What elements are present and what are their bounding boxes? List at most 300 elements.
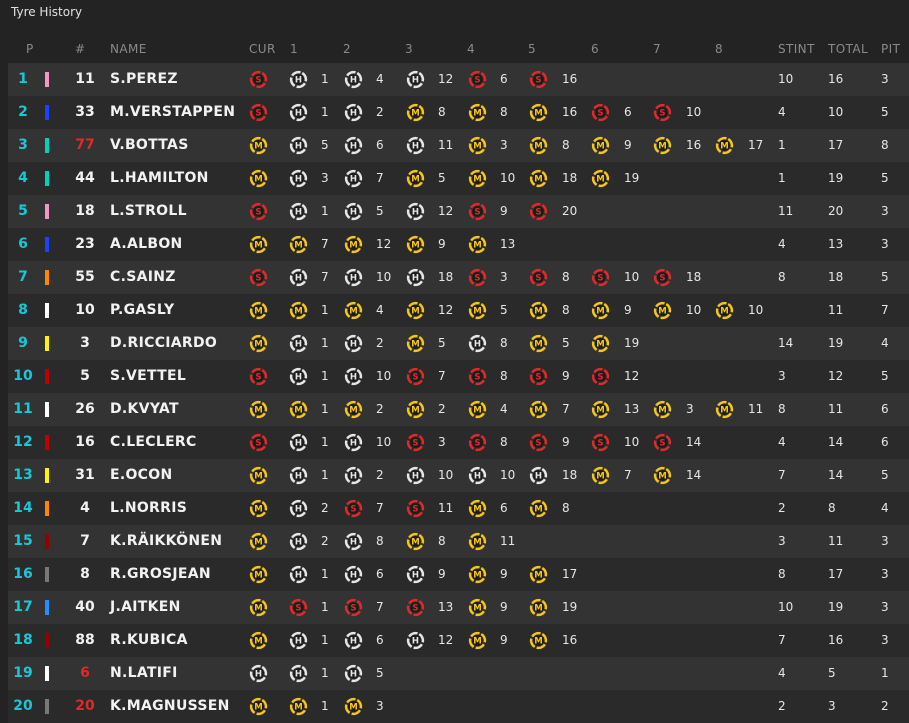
stint-lap: 14 (686, 468, 702, 482)
stint-lap: 6 (376, 633, 384, 647)
svg-text:S: S (255, 207, 262, 218)
medium-tyre-icon (406, 169, 425, 188)
stint-lap: 14 (686, 435, 702, 449)
stint-lap: 2 (376, 336, 384, 350)
svg-text:M: M (254, 603, 263, 614)
stint-lap: 16 (686, 138, 702, 152)
svg-text:M: M (473, 405, 482, 416)
hard-tyre-icon (406, 268, 425, 287)
svg-text:H: H (411, 570, 420, 581)
svg-text:M: M (534, 636, 543, 647)
table-row[interactable] (8, 624, 909, 657)
team-color-bar (45, 534, 49, 549)
position-cell: 19 (13, 665, 33, 681)
team-color-bar (45, 105, 49, 120)
stint-lap: 8 (562, 270, 570, 284)
position-cell: 10 (13, 368, 33, 384)
position-cell: 7 (18, 269, 28, 285)
total-laps: 19 (828, 336, 844, 350)
stint-lap: 8 (500, 435, 508, 449)
current-medium-tyre-icon (249, 136, 268, 155)
table-row[interactable] (8, 327, 909, 360)
table-row[interactable] (8, 96, 909, 129)
position-cell: 8 (18, 302, 28, 318)
stint-lap: 8 (438, 534, 446, 548)
soft-tyre-icon (591, 268, 610, 287)
stint-laps: 10 (778, 72, 794, 86)
driver-name: D.KVYAT (110, 401, 179, 417)
svg-text:M: M (473, 240, 482, 251)
stint-laps: 4 (778, 105, 786, 119)
team-color-bar (45, 270, 49, 285)
stint-lap: 4 (376, 72, 384, 86)
medium-tyre-icon (468, 169, 487, 188)
svg-text:S: S (474, 273, 481, 284)
pit-count: 5 (881, 171, 889, 185)
hard-tyre-icon (289, 70, 308, 89)
position-cell: 4 (18, 170, 28, 186)
driver-name: L.STROLL (110, 203, 187, 219)
stint-lap: 11 (438, 501, 454, 515)
stint-lap: 16 (562, 633, 578, 647)
hard-tyre-icon (344, 334, 363, 353)
svg-text:M: M (254, 570, 263, 581)
svg-text:S: S (474, 207, 481, 218)
stint-lap: 9 (562, 435, 570, 449)
stint-lap: 1 (321, 204, 329, 218)
medium-tyre-icon (529, 400, 548, 419)
stint-lap: 5 (438, 336, 446, 350)
svg-text:S: S (295, 603, 302, 614)
svg-text:M: M (720, 306, 729, 317)
svg-text:H: H (349, 636, 358, 647)
position-cell: 14 (13, 500, 33, 516)
total-laps: 3 (828, 699, 836, 713)
stint-lap: 3 (500, 270, 508, 284)
svg-text:M: M (411, 240, 420, 251)
driver-name: V.BOTTAS (110, 137, 189, 153)
soft-tyre-icon (406, 499, 425, 518)
soft-tyre-icon (591, 433, 610, 452)
position-cell: 17 (13, 599, 33, 615)
header-cur: CUR (249, 42, 276, 56)
car-number: 16 (75, 434, 95, 450)
hard-tyre-icon (289, 565, 308, 584)
pit-count: 3 (881, 534, 889, 548)
stint-lap: 9 (438, 237, 446, 251)
car-number: 6 (80, 665, 90, 681)
position-cell: 16 (13, 566, 33, 582)
stint-lap: 8 (562, 303, 570, 317)
svg-text:H: H (349, 108, 358, 119)
hard-tyre-icon (289, 169, 308, 188)
position-cell: 5 (18, 203, 28, 219)
car-number: 31 (75, 467, 95, 483)
svg-text:H: H (294, 141, 303, 152)
stint-lap: 12 (438, 72, 454, 86)
svg-text:M: M (254, 405, 263, 416)
team-color-bar (45, 336, 49, 351)
hard-tyre-icon (289, 136, 308, 155)
medium-tyre-icon (529, 598, 548, 617)
stint-lap: 11 (500, 534, 516, 548)
car-number: 33 (75, 104, 95, 120)
svg-text:S: S (350, 603, 357, 614)
soft-tyre-icon (529, 433, 548, 452)
total-laps: 20 (828, 204, 844, 218)
svg-text:M: M (473, 570, 482, 581)
car-number: 20 (75, 698, 95, 714)
stint-lap: 4 (376, 303, 384, 317)
svg-text:H: H (534, 471, 543, 482)
table-row[interactable] (8, 393, 909, 426)
table-row[interactable] (8, 525, 909, 558)
soft-tyre-icon (591, 367, 610, 386)
stint-lap: 1 (321, 105, 329, 119)
table-row[interactable] (8, 162, 909, 195)
stint-laps: 4 (778, 435, 786, 449)
stint-lap: 10 (624, 270, 640, 284)
svg-text:M: M (411, 537, 420, 548)
header-stint-5: 5 (528, 42, 537, 56)
table-row[interactable] (8, 426, 909, 459)
stint-laps: 3 (778, 369, 786, 383)
pit-count: 3 (881, 72, 889, 86)
svg-text:M: M (534, 141, 543, 152)
stint-lap: 9 (624, 138, 632, 152)
car-number: 10 (75, 302, 95, 318)
team-color-bar (45, 468, 49, 483)
svg-text:M: M (473, 603, 482, 614)
svg-text:M: M (534, 405, 543, 416)
table-header (0, 42, 909, 58)
stint-lap: 5 (438, 171, 446, 185)
stint-lap: 19 (624, 171, 640, 185)
stint-lap: 4 (500, 402, 508, 416)
svg-text:S: S (474, 372, 481, 383)
svg-text:M: M (294, 702, 303, 713)
header-stint-1: 1 (290, 42, 299, 56)
stint-lap: 1 (321, 435, 329, 449)
stint-lap: 11 (748, 402, 764, 416)
medium-tyre-icon (591, 400, 610, 419)
svg-text:H: H (349, 174, 358, 185)
total-laps: 11 (828, 402, 844, 416)
stint-lap: 2 (376, 402, 384, 416)
stint-lap: 8 (562, 501, 570, 515)
svg-text:S: S (350, 504, 357, 515)
stint-lap: 12 (624, 369, 640, 383)
tyre-history-table (8, 63, 909, 723)
hard-tyre-icon (344, 268, 363, 287)
stint-laps: 2 (778, 501, 786, 515)
stint-lap: 10 (376, 270, 392, 284)
svg-text:H: H (349, 669, 358, 680)
svg-text:M: M (411, 339, 420, 350)
medium-tyre-icon (406, 400, 425, 419)
stint-laps: 8 (778, 567, 786, 581)
header-stint-2: 2 (343, 42, 352, 56)
svg-text:M: M (473, 504, 482, 515)
svg-text:M: M (534, 108, 543, 119)
hard-tyre-icon (344, 466, 363, 485)
car-number: 55 (75, 269, 95, 285)
svg-text:M: M (349, 702, 358, 713)
hard-tyre-icon (406, 466, 425, 485)
svg-text:H: H (294, 570, 303, 581)
stint-lap: 7 (321, 237, 329, 251)
stint-lap: 7 (321, 270, 329, 284)
stint-lap: 9 (562, 369, 570, 383)
stint-lap: 9 (624, 303, 632, 317)
stint-lap: 10 (500, 171, 516, 185)
header-stint-3: 3 (405, 42, 414, 56)
table-row[interactable] (8, 360, 909, 393)
stint-lap: 5 (500, 303, 508, 317)
svg-text:M: M (720, 405, 729, 416)
driver-name: E.OCON (110, 467, 173, 483)
team-color-bar (45, 204, 49, 219)
table-row[interactable] (8, 459, 909, 492)
medium-tyre-icon (406, 532, 425, 551)
stint-lap: 3 (686, 402, 694, 416)
svg-text:H: H (294, 537, 303, 548)
driver-name: S.PEREZ (110, 71, 178, 87)
position-cell: 9 (18, 335, 28, 351)
svg-text:S: S (535, 273, 542, 284)
pit-count: 1 (881, 666, 889, 680)
svg-text:M: M (596, 471, 605, 482)
current-medium-tyre-icon (249, 598, 268, 617)
current-medium-tyre-icon (249, 334, 268, 353)
hard-tyre-icon (289, 103, 308, 122)
svg-text:H: H (294, 75, 303, 86)
soft-tyre-icon (653, 433, 672, 452)
driver-name: R.KUBICA (110, 632, 188, 648)
svg-text:S: S (597, 372, 604, 383)
pit-count: 3 (881, 237, 889, 251)
team-color-bar (45, 402, 49, 417)
svg-text:M: M (254, 306, 263, 317)
stint-lap: 6 (376, 138, 384, 152)
table-row[interactable] (8, 63, 909, 96)
total-laps: 19 (828, 600, 844, 614)
current-medium-tyre-icon (249, 697, 268, 716)
svg-text:H: H (294, 339, 303, 350)
driver-name: J.AITKEN (110, 599, 181, 615)
stint-lap: 5 (376, 204, 384, 218)
stint-lap: 1 (321, 336, 329, 350)
medium-tyre-icon (406, 235, 425, 254)
pit-count: 6 (881, 402, 889, 416)
stint-lap: 6 (500, 501, 508, 515)
team-color-bar (45, 369, 49, 384)
svg-text:M: M (294, 306, 303, 317)
stint-laps: 10 (778, 600, 794, 614)
medium-tyre-icon (591, 136, 610, 155)
current-hard-tyre-icon (249, 664, 268, 683)
svg-text:M: M (473, 636, 482, 647)
svg-text:M: M (534, 339, 543, 350)
svg-text:H: H (294, 471, 303, 482)
header-stint: STINT (778, 42, 815, 56)
stint-lap: 7 (562, 402, 570, 416)
pit-count: 5 (881, 369, 889, 383)
svg-text:S: S (597, 108, 604, 119)
svg-text:M: M (411, 405, 420, 416)
stint-lap: 1 (321, 567, 329, 581)
svg-text:S: S (597, 273, 604, 284)
car-number: 23 (75, 236, 95, 252)
current-medium-tyre-icon (249, 565, 268, 584)
hard-tyre-icon (344, 70, 363, 89)
hard-tyre-icon (468, 334, 487, 353)
hard-tyre-icon (344, 103, 363, 122)
header-total: TOTAL (828, 42, 869, 56)
stint-lap: 5 (562, 336, 570, 350)
team-color-bar (45, 501, 49, 516)
hard-tyre-icon (344, 202, 363, 221)
svg-text:H: H (411, 75, 420, 86)
table-row[interactable] (8, 558, 909, 591)
table-row[interactable] (8, 195, 909, 228)
driver-name: L.HAMILTON (110, 170, 209, 186)
svg-text:M: M (349, 405, 358, 416)
table-row[interactable] (8, 261, 909, 294)
svg-text:H: H (411, 141, 420, 152)
current-medium-tyre-icon (249, 466, 268, 485)
svg-text:H: H (349, 207, 358, 218)
current-soft-tyre-icon (249, 367, 268, 386)
svg-text:S: S (535, 438, 542, 449)
svg-text:H: H (349, 372, 358, 383)
current-medium-tyre-icon (249, 499, 268, 518)
table-row[interactable] (8, 657, 909, 690)
hard-tyre-icon (344, 532, 363, 551)
stint-lap: 1 (321, 699, 329, 713)
current-soft-tyre-icon (249, 202, 268, 221)
soft-tyre-icon (529, 202, 548, 221)
driver-name: C.LECLERC (110, 434, 197, 450)
medium-tyre-icon (715, 136, 734, 155)
svg-text:M: M (534, 174, 543, 185)
table-row[interactable] (8, 690, 909, 723)
team-color-bar (45, 303, 49, 318)
hard-tyre-icon (529, 466, 548, 485)
table-row[interactable] (8, 492, 909, 525)
medium-tyre-icon (289, 301, 308, 320)
svg-text:H: H (411, 636, 420, 647)
stint-lap: 20 (562, 204, 578, 218)
medium-tyre-icon (529, 334, 548, 353)
team-color-bar (45, 633, 49, 648)
svg-text:H: H (349, 273, 358, 284)
stint-lap: 17 (748, 138, 764, 152)
svg-text:M: M (596, 306, 605, 317)
stint-lap: 7 (376, 600, 384, 614)
pit-count: 3 (881, 600, 889, 614)
svg-text:H: H (294, 438, 303, 449)
total-laps: 14 (828, 435, 844, 449)
medium-tyre-icon (468, 301, 487, 320)
current-soft-tyre-icon (249, 433, 268, 452)
svg-text:H: H (294, 273, 303, 284)
table-row[interactable] (8, 129, 909, 162)
svg-text:M: M (294, 405, 303, 416)
medium-tyre-icon (289, 400, 308, 419)
soft-tyre-icon (653, 268, 672, 287)
medium-tyre-icon (468, 400, 487, 419)
stint-lap: 10 (748, 303, 764, 317)
svg-text:M: M (596, 339, 605, 350)
medium-tyre-icon (529, 499, 548, 518)
svg-text:H: H (349, 438, 358, 449)
svg-text:M: M (349, 306, 358, 317)
position-cell: 6 (18, 236, 28, 252)
medium-tyre-icon (344, 301, 363, 320)
stint-lap: 9 (500, 600, 508, 614)
stint-lap: 16 (562, 105, 578, 119)
position-cell: 20 (13, 698, 33, 714)
position-cell: 2 (18, 104, 28, 120)
medium-tyre-icon (468, 235, 487, 254)
svg-text:M: M (254, 339, 263, 350)
stint-lap: 1 (321, 600, 329, 614)
svg-text:H: H (294, 636, 303, 647)
driver-name: N.LATIFI (110, 665, 178, 681)
stint-lap: 8 (500, 336, 508, 350)
table-row[interactable] (8, 228, 909, 261)
soft-tyre-icon (344, 499, 363, 518)
medium-tyre-icon (529, 301, 548, 320)
svg-text:S: S (412, 438, 419, 449)
total-laps: 8 (828, 501, 836, 515)
team-color-bar (45, 435, 49, 450)
svg-text:H: H (294, 174, 303, 185)
stint-lap: 1 (321, 72, 329, 86)
soft-tyre-icon (344, 598, 363, 617)
hard-tyre-icon (406, 136, 425, 155)
current-medium-tyre-icon (249, 169, 268, 188)
soft-tyre-icon (406, 367, 425, 386)
stint-lap: 12 (438, 633, 454, 647)
svg-text:M: M (254, 174, 263, 185)
page-title: Tyre History (11, 5, 83, 19)
driver-name: S.VETTEL (110, 368, 187, 384)
stint-lap: 10 (438, 468, 454, 482)
total-laps: 16 (828, 72, 844, 86)
hard-tyre-icon (344, 631, 363, 650)
svg-text:S: S (535, 207, 542, 218)
hard-tyre-icon (289, 532, 308, 551)
svg-text:M: M (473, 537, 482, 548)
svg-text:M: M (254, 504, 263, 515)
svg-text:S: S (659, 273, 666, 284)
medium-tyre-icon (468, 631, 487, 650)
hard-tyre-icon (289, 664, 308, 683)
table-row[interactable] (8, 591, 909, 624)
table-row[interactable] (8, 294, 909, 327)
svg-text:M: M (254, 471, 263, 482)
svg-text:H: H (349, 471, 358, 482)
medium-tyre-icon (468, 532, 487, 551)
svg-text:H: H (473, 339, 482, 350)
stint-lap: 1 (321, 402, 329, 416)
svg-text:H: H (294, 669, 303, 680)
position-cell: 13 (13, 467, 33, 483)
stint-lap: 18 (686, 270, 702, 284)
svg-text:M: M (411, 174, 420, 185)
